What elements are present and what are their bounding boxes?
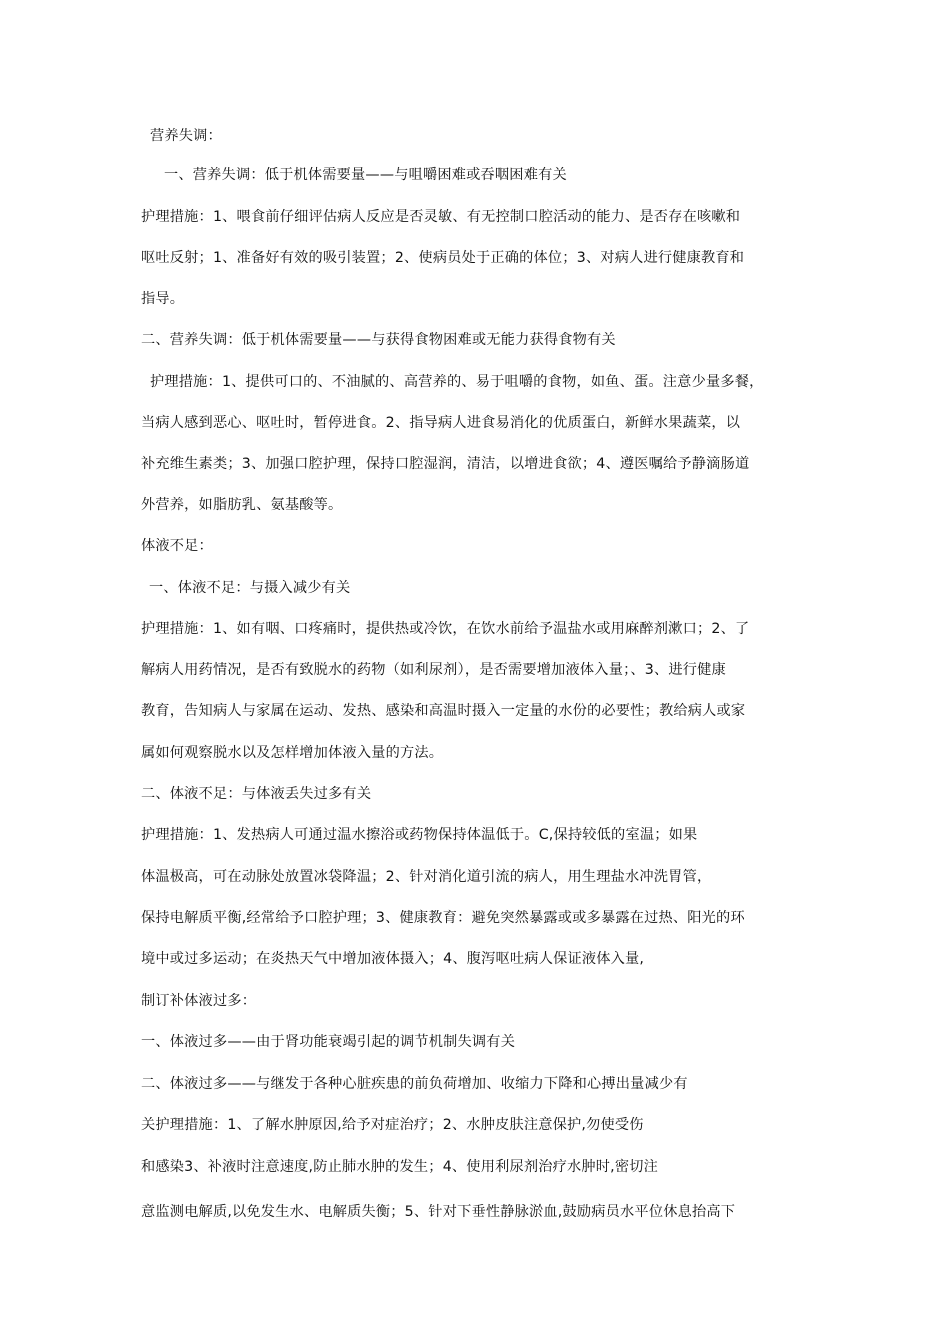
text-line: 护理措施：1、提供可口的、不油腻的、高营养的、易于咀嚼的食物，如鱼、蛋。注意少量多餐，	[150, 374, 764, 390]
text-line: 当病人感到恶心、呕吐时，暂停进食。2、指导病人进食易消化的优质蛋白，新鲜水果蔬菜，以	[141, 415, 741, 431]
text-line: 护理措施：1、如有咽、口疼痛时，提供热或冷饮，在饮水前给予温盐水或用麻醉剂漱口；2、了	[141, 621, 750, 637]
subheading-fluid-deficit-1: 一、体液不足：与摄入减少有关	[149, 580, 351, 596]
heading-fluid-excess: 制订补体液过多：	[141, 993, 257, 1009]
subheading-nutrition-1: 一、营养失调：低于机体需要量——与咀嚼困难或吞咽困难有关	[164, 167, 567, 183]
text-line: 解病人用药情况，是否有致脱水的药物（如利尿剂），是否需要增加液体入量；、3、进行健康	[141, 662, 726, 678]
subheading-nutrition-2: 二、营养失调：低于机体需要量——与获得食物困难或无能力获得食物有关	[141, 332, 616, 348]
text-line: 呕吐反射；1、准备好有效的吸引装置；2、使病员处于正确的体位；3、对病人进行健康教育和	[141, 250, 745, 266]
subheading-fluid-excess-2: 二、体液过多——与继发于各种心脏疾患的前负荷增加、收缩力下降和心搏出量减少有	[141, 1076, 688, 1092]
text-line: 属如何观察脱水以及怎样增加体液入量的方法。	[141, 745, 444, 761]
text-line: 和感染3、补液时注意速度,防止肺水肿的发生；4、使用利尿剂治疗水肿时,密切注	[141, 1159, 659, 1175]
text-line: 关护理措施：1、了解水肿原因,给予对症治疗；2、水肿皮肤注意保护,勿使受伤	[141, 1117, 644, 1133]
subheading-fluid-excess-1: 一、体液过多——由于肾功能衰竭引起的调节机制失调有关	[141, 1034, 516, 1050]
text-line: 护理措施：1、喂食前仔细评估病人反应是否灵敏、有无控制口腔活动的能力、是否存在咳嗽和	[141, 209, 741, 225]
text-line: 指导。	[141, 291, 185, 307]
heading-nutrition-imbalance: 营养失调：	[150, 128, 222, 144]
text-line: 教育，告知病人与家属在运动、发热、感染和高温时摄入一定量的水份的必要性；教给病人或家	[141, 703, 746, 719]
text-line: 外营养，如脂肪乳、氨基酸等。	[141, 497, 343, 513]
text-line: 保持电解质平衡,经常给予口腔护理；3、健康教育：避免突然暴露或或多暴露在过热、阳光的环	[141, 910, 745, 926]
text-line: 境中或过多运动；在炎热天气中增加液体摄入；4、腹泻呕吐病人保证液体入量,	[141, 951, 645, 967]
text-line: 体温极高，可在动脉处放置冰袋降温；2、针对消化道引流的病人，用生理盐水冲洗胃管，	[141, 869, 712, 885]
text-line: 意监测电解质,以免发生水、电解质失衡；5、针对下垂性静脉淤血,鼓励病员水平位休息抬高下	[141, 1204, 736, 1220]
subheading-fluid-deficit-2: 二、体液不足：与体液丢失过多有关	[141, 786, 372, 802]
text-line: 补充维生素类；3、加强口腔护理，保持口腔湿润，清洁，以增进食欲；4、遵医嘱给予静滴肠道	[141, 456, 750, 472]
text-line: 护理措施：1、发热病人可通过温水擦浴或药物保持体温低于。C,保持较低的室温；如果	[141, 827, 698, 843]
heading-fluid-deficit: 体液不足：	[141, 538, 213, 554]
